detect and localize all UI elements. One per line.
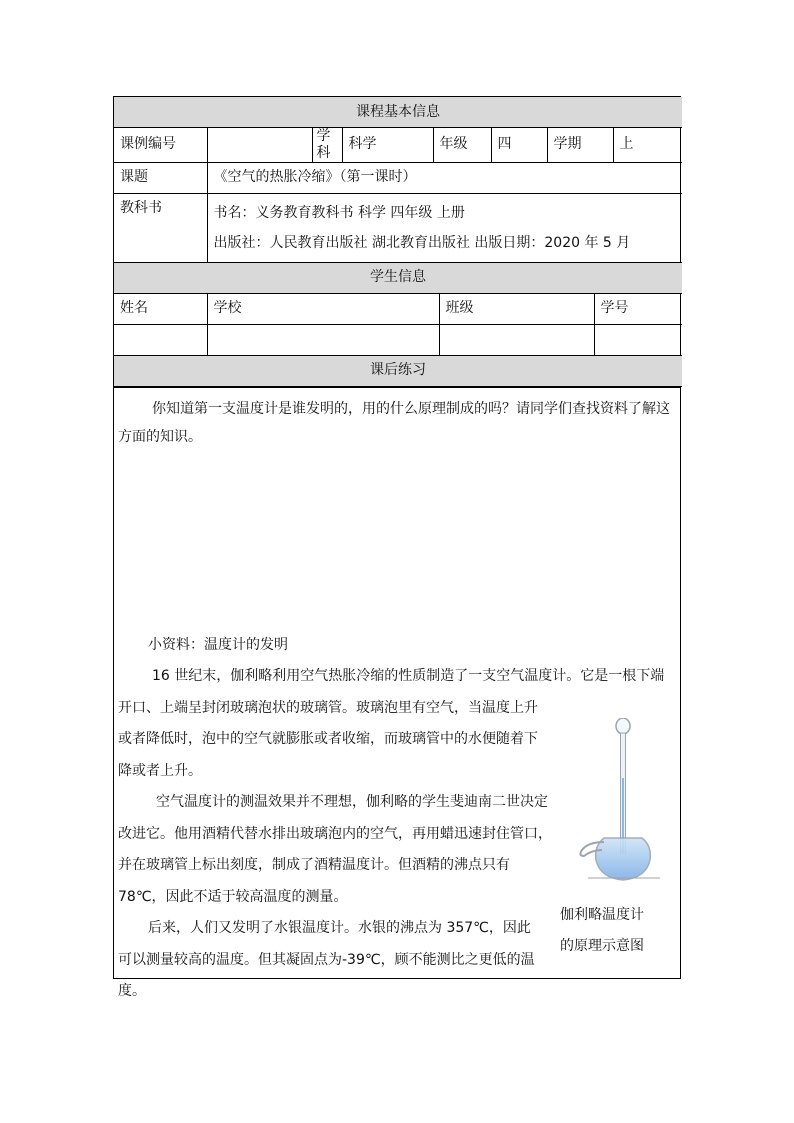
exercise-header-row xyxy=(114,355,682,386)
article-line: 16 世纪末，伽利略利用空气热胀冷缩的性质制造了一支空气温度计。它是一根下端 xyxy=(152,668,665,685)
name-label: 姓名 xyxy=(114,293,207,324)
article-line: 可以测量较高的温度。但其凝固点为-39℃，顾不能测比之更低的温 xyxy=(118,951,535,968)
exercise-heading: 课后练习 xyxy=(114,355,682,386)
subject-value: 科学 xyxy=(342,128,433,163)
term-label: 学期 xyxy=(547,128,613,163)
article-line: 78℃，因此不适于较高温度的测量。 xyxy=(118,888,348,905)
textbook-title-line: 书名：义务教育教科书 科学 四年级 上册 xyxy=(213,204,465,221)
school-field[interactable] xyxy=(207,324,439,355)
article-line: 或者降低时，泡中的空气就膨胀或者收缩，而玻璃管中的水便随着下 xyxy=(118,731,538,748)
student-info-heading: 学生信息 xyxy=(114,263,682,294)
student-value-row xyxy=(114,324,682,355)
exercise-area xyxy=(114,387,680,1000)
student-label-row xyxy=(114,293,682,324)
grade-value: 四 xyxy=(491,128,547,163)
worksheet xyxy=(113,96,681,1000)
id-label: 学号 xyxy=(594,293,682,324)
article-line: 开口、上端呈封闭玻璃泡状的玻璃管。玻璃泡里有空气，当温度上升 xyxy=(118,699,538,716)
topic-label: 课题 xyxy=(114,162,207,193)
student-info-table xyxy=(114,263,682,387)
basic-info-heading: 课程基本信息 xyxy=(114,97,682,128)
topic-row xyxy=(114,162,682,193)
textbook-label: 教科书 xyxy=(114,193,207,262)
case-no-value xyxy=(207,128,312,163)
student-info-header-row xyxy=(114,263,682,294)
article-line: 空气温度计的测温效果并不理想，伽利略的学生斐迪南二世决定 xyxy=(156,794,548,811)
illustration-caption xyxy=(560,900,672,962)
class-label: 班级 xyxy=(439,293,594,324)
caption-line-2: 的原理示意图 xyxy=(560,937,644,954)
article-title: 小资料：温度计的发明 xyxy=(148,636,288,653)
basic-info-table xyxy=(114,97,682,263)
grade-label: 年级 xyxy=(433,128,491,163)
term-value: 上 xyxy=(613,128,682,163)
id-field[interactable] xyxy=(594,324,682,355)
exercise-question: 你知道第一支温度计是谁发明的，用的什么原理制成的吗？请同学们查找资料了解这方面的知识。 xyxy=(118,400,670,445)
textbook-publisher-line: 出版社：人民教育出版社 湖北教育出版社 出版日期：2020 年 5 月 xyxy=(213,234,631,251)
galileo-thermometer-illustration xyxy=(574,718,664,888)
article-line: 改进它。他用酒精代替水排出玻璃泡内的空气，再用蜡迅速封住管口， xyxy=(118,825,552,842)
subject-label: 学科 xyxy=(312,128,342,163)
textbook-info xyxy=(207,193,682,262)
case-no-label: 课例编号 xyxy=(114,128,207,163)
article-line: 并在玻璃管上标出刻度，制成了酒精温度计。但酒精的沸点只有 xyxy=(118,857,510,874)
article-line: 度。 xyxy=(118,983,146,1000)
article-line: 降或者上升。 xyxy=(118,762,202,779)
caption-line-1: 伽利略温度计 xyxy=(560,906,644,923)
name-field[interactable] xyxy=(114,324,207,355)
textbook-row xyxy=(114,193,682,262)
school-label: 学校 xyxy=(207,293,439,324)
basic-info-header-row xyxy=(114,97,682,128)
class-field[interactable] xyxy=(439,324,594,355)
article-line: 后来，人们又发明了水银温度计。水银的沸点为 357℃，因此 xyxy=(148,920,531,937)
topic-value: 《空气的热胀冷缩》（第一课时） xyxy=(207,162,682,193)
course-row xyxy=(114,128,682,163)
